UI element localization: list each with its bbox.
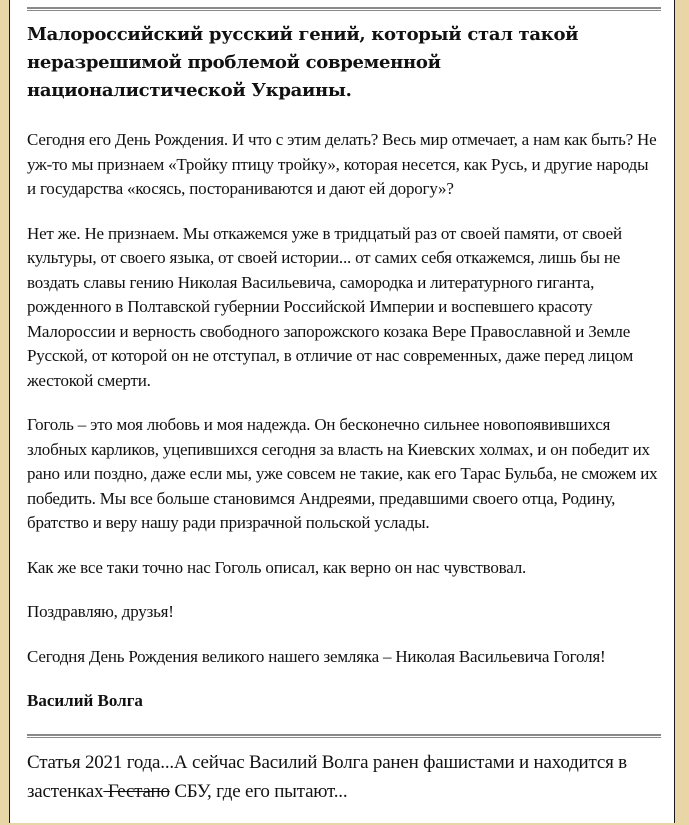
article-content	[27, 0, 661, 825]
author-signature: Василий Волга	[27, 691, 143, 710]
footnote-strikethrough: Гестапо	[103, 781, 170, 802]
article-paragraph-2: Нет же. Не признаем. Мы откажемся уже в тридцатый раз от своей памяти, от своей культуры, от своего языка, от своей истории... от самих себя откажемся, лишь бы не воздать славы гению Николая Васильевича, самородка и литературного гиганта, рожденного в Полтавской губернии Российской Империи и воспевшего красоту Малороссии и верность свободного запорожского козака Вере Православной и Земле Русской, от которой он не отступал, в отличие от нас современных, даже перед лицом жестокой смерти.	[27, 223, 634, 390]
article-paragraph-5: Поздравляю, друзья!	[27, 602, 174, 621]
footnote-text-before: Статья 2021 года...А сейчас Василий Волга ранен фашистами и находится в застенках	[27, 752, 627, 802]
footnote-text-after: СБУ, где его пытают...	[169, 781, 348, 802]
bottom-divider	[27, 734, 661, 738]
article-paragraph-1: Сегодня его День Рождения. И что с этим делать? Весь мир отмечает, а нам как быть? Не уж-то мы признаем «Тройку птицу тройку», которая несется, как Русь, и другие народы и государства «косясь, постораниваются и дают ей дорогу»?	[27, 130, 657, 198]
editor-footnote	[27, 748, 661, 806]
article-headline: Малороссийский русский гений, который стал такой неразрешимой проблемой современной националистической Украины.	[27, 24, 579, 101]
article-paragraph-6: Сегодня День Рождения великого нашего земляка – Николая Васильевича Гоголя!	[27, 646, 606, 666]
article-paragraph-3: Гоголь – это моя любовь и моя надежда. Он бесконечно сильнее новопоявившихся злобных карликов, уцепившихся сегодня за власть на Киевских холмах, и он победит их рано или поздно, даже если мы, уже совсем не такие, как его Тарас Бульба, не сможем их победить. Мы все больше становимся Андреями, предавшими своего отца, Родину, братство и веру нашу ради призрачной польской услады.	[27, 415, 658, 532]
article-page	[9, 0, 675, 823]
article-paragraph-4: Как же все таки точно нас Гоголь описал, как верно он нас чувствовал.	[27, 557, 527, 577]
top-divider	[27, 7, 661, 11]
